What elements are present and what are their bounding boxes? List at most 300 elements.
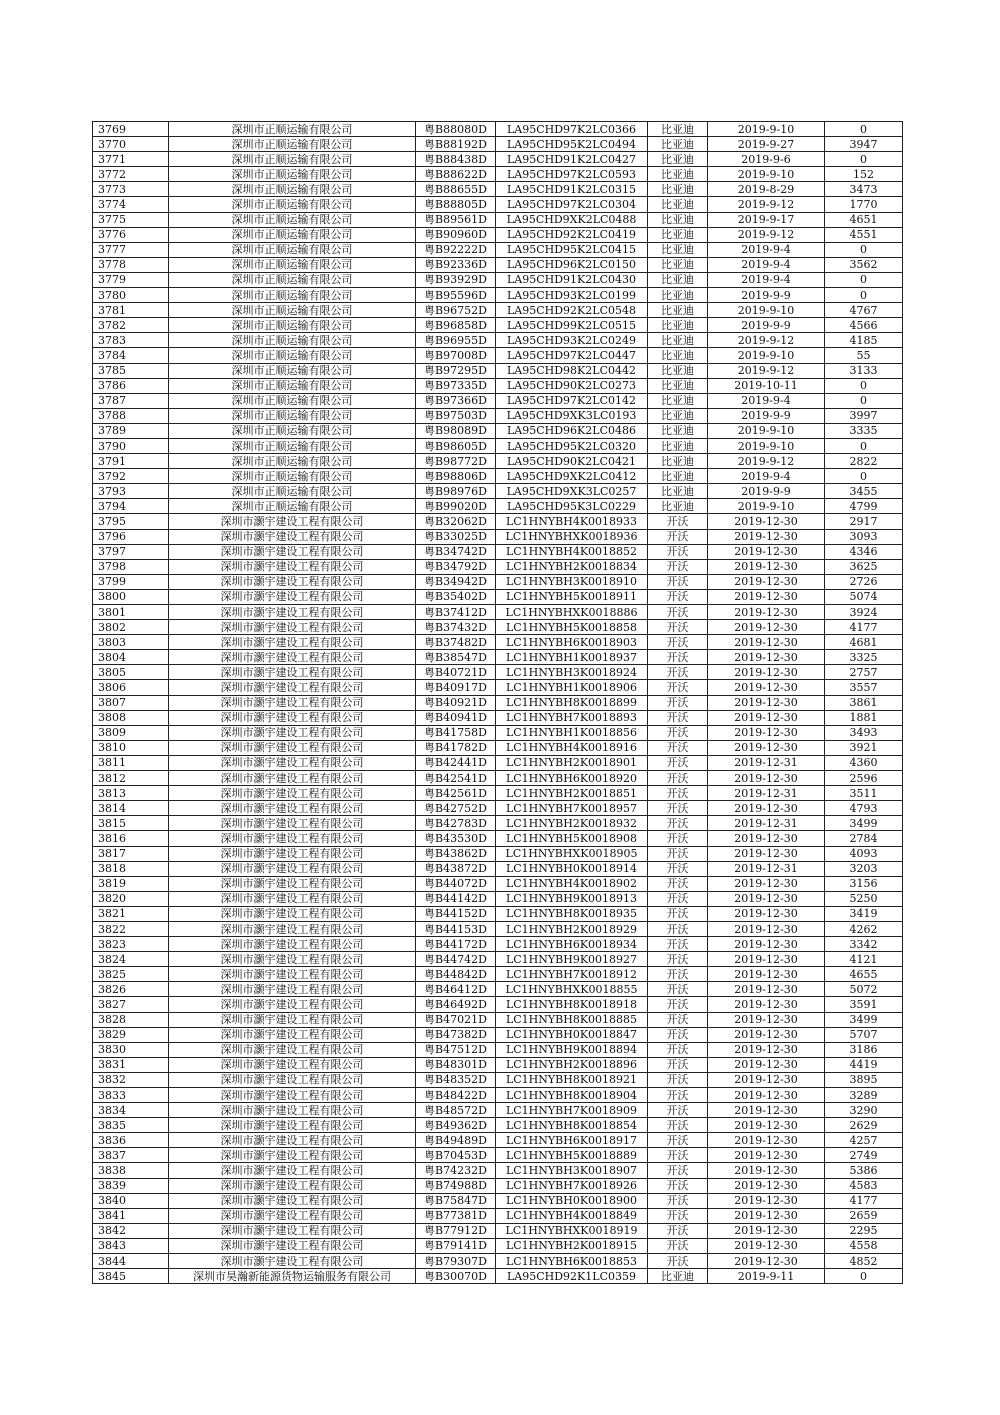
mileage-cell: 0	[825, 272, 903, 287]
plate-number-cell: 粤B98976D	[416, 484, 496, 499]
table-row	[93, 921, 903, 936]
table-row	[93, 318, 903, 333]
company-name-cell: 深圳市灏宇建设工程有限公司	[169, 1223, 416, 1238]
company-name-cell: 深圳市灏宇建设工程有限公司	[169, 1163, 416, 1178]
mileage-cell: 4257	[825, 1133, 903, 1148]
mileage-cell: 4360	[825, 755, 903, 770]
company-name-cell: 深圳市灏宇建设工程有限公司	[169, 816, 416, 831]
row-number-cell: 3782	[93, 318, 169, 333]
mileage-cell: 0	[825, 242, 903, 257]
mileage-cell: 4551	[825, 227, 903, 242]
mileage-cell: 0	[825, 1269, 903, 1284]
table-row	[93, 438, 903, 453]
date-cell: 2019-12-30	[708, 544, 825, 559]
date-cell: 2019-12-30	[708, 1178, 825, 1193]
brand-cell: 开沃	[648, 605, 708, 620]
plate-number-cell: 粤B88622D	[416, 167, 496, 182]
date-cell: 2019-12-30	[708, 1027, 825, 1042]
date-cell: 2019-9-11	[708, 1269, 825, 1284]
brand-cell: 开沃	[648, 1208, 708, 1223]
brand-cell: 开沃	[648, 921, 708, 936]
vin-cell: LA95CHD9XK3LC0257	[496, 484, 648, 499]
vehicle-table	[92, 121, 903, 1284]
brand-cell: 开沃	[648, 650, 708, 665]
company-name-cell: 深圳市正顺运输有限公司	[169, 363, 416, 378]
plate-number-cell: 粤B40921D	[416, 695, 496, 710]
brand-cell: 开沃	[648, 695, 708, 710]
plate-number-cell: 粤B75847D	[416, 1193, 496, 1208]
row-number-cell: 3824	[93, 952, 169, 967]
row-number-cell: 3803	[93, 635, 169, 650]
vin-cell: LC1HNYBH2K0018851	[496, 786, 648, 801]
plate-number-cell: 粤B47512D	[416, 1042, 496, 1057]
date-cell: 2019-12-30	[708, 725, 825, 740]
table-row	[93, 122, 903, 137]
plate-number-cell: 粤B96955D	[416, 333, 496, 348]
plate-number-cell: 粤B38547D	[416, 650, 496, 665]
plate-number-cell: 粤B44153D	[416, 921, 496, 936]
company-name-cell: 深圳市灏宇建设工程有限公司	[169, 1088, 416, 1103]
vin-cell: LC1HNYBH1K0018906	[496, 680, 648, 695]
date-cell: 2019-12-30	[708, 967, 825, 982]
table-row	[93, 544, 903, 559]
company-name-cell: 深圳市灏宇建设工程有限公司	[169, 559, 416, 574]
row-number-cell: 3784	[93, 348, 169, 363]
brand-cell: 比亚迪	[648, 484, 708, 499]
company-name-cell: 深圳市正顺运输有限公司	[169, 333, 416, 348]
plate-number-cell: 粤B44072D	[416, 876, 496, 891]
brand-cell: 开沃	[648, 982, 708, 997]
brand-cell: 开沃	[648, 1193, 708, 1208]
company-name-cell: 深圳市灏宇建设工程有限公司	[169, 695, 416, 710]
plate-number-cell: 粤B95596D	[416, 288, 496, 303]
vin-cell: LC1HNYBH2K0018896	[496, 1057, 648, 1072]
table-row	[93, 952, 903, 967]
brand-cell: 开沃	[648, 1088, 708, 1103]
date-cell: 2019-12-30	[708, 680, 825, 695]
mileage-cell: 3557	[825, 680, 903, 695]
brand-cell: 开沃	[648, 1163, 708, 1178]
mileage-cell: 4419	[825, 1057, 903, 1072]
vin-cell: LC1HNYBHXK0018919	[496, 1223, 648, 1238]
brand-cell: 比亚迪	[648, 272, 708, 287]
vin-cell: LC1HNYBH5K0018858	[496, 620, 648, 635]
row-number-cell: 3785	[93, 363, 169, 378]
company-name-cell: 深圳市正顺运输有限公司	[169, 484, 416, 499]
plate-number-cell: 粤B34742D	[416, 544, 496, 559]
mileage-cell: 4793	[825, 801, 903, 816]
brand-cell: 比亚迪	[648, 212, 708, 227]
brand-cell: 开沃	[648, 952, 708, 967]
mileage-cell: 3156	[825, 876, 903, 891]
mileage-cell: 4852	[825, 1254, 903, 1269]
company-name-cell: 深圳市正顺运输有限公司	[169, 469, 416, 484]
vin-cell: LC1HNYBH0K0018914	[496, 861, 648, 876]
row-number-cell: 3840	[93, 1193, 169, 1208]
vin-cell: LC1HNYBH7K0018893	[496, 710, 648, 725]
plate-number-cell: 粤B44172D	[416, 937, 496, 952]
vin-cell: LA95CHD93K2LC0249	[496, 333, 648, 348]
company-name-cell: 深圳市灏宇建设工程有限公司	[169, 861, 416, 876]
vin-cell: LC1HNYBH9K0018894	[496, 1042, 648, 1057]
brand-cell: 开沃	[648, 846, 708, 861]
vin-cell: LC1HNYBHXK0018855	[496, 982, 648, 997]
plate-number-cell: 粤B47021D	[416, 1012, 496, 1027]
vin-cell: LA95CHD95K3LC0229	[496, 499, 648, 514]
plate-number-cell: 粤B98806D	[416, 469, 496, 484]
table-row	[93, 393, 903, 408]
vin-cell: LA95CHD92K1LC0359	[496, 1269, 648, 1284]
vin-cell: LC1HNYBH5K0018889	[496, 1148, 648, 1163]
company-name-cell: 深圳市灏宇建设工程有限公司	[169, 710, 416, 725]
brand-cell: 开沃	[648, 1012, 708, 1027]
date-cell: 2019-12-30	[708, 1088, 825, 1103]
company-name-cell: 深圳市正顺运输有限公司	[169, 454, 416, 469]
brand-cell: 比亚迪	[648, 348, 708, 363]
vin-cell: LC1HNYBH7K0018926	[496, 1178, 648, 1193]
mileage-cell: 3093	[825, 529, 903, 544]
row-number-cell: 3796	[93, 529, 169, 544]
plate-number-cell: 粤B77381D	[416, 1208, 496, 1223]
table-row	[93, 197, 903, 212]
table-row	[93, 272, 903, 287]
plate-number-cell: 粤B88655D	[416, 182, 496, 197]
table-row	[93, 257, 903, 272]
company-name-cell: 深圳市灏宇建设工程有限公司	[169, 876, 416, 891]
date-cell: 2019-9-4	[708, 393, 825, 408]
vin-cell: LA95CHD9XK2LC0488	[496, 212, 648, 227]
vin-cell: LA95CHD97K2LC0366	[496, 122, 648, 137]
plate-number-cell: 粤B42752D	[416, 801, 496, 816]
row-number-cell: 3791	[93, 454, 169, 469]
table-row	[93, 499, 903, 514]
row-number-cell: 3802	[93, 620, 169, 635]
vin-cell: LC1HNYBH2K0018901	[496, 755, 648, 770]
date-cell: 2019-12-30	[708, 771, 825, 786]
brand-cell: 比亚迪	[648, 333, 708, 348]
date-cell: 2019-12-30	[708, 635, 825, 650]
company-name-cell: 深圳市正顺运输有限公司	[169, 499, 416, 514]
table-row	[93, 740, 903, 755]
brand-cell: 开沃	[648, 725, 708, 740]
vin-cell: LC1HNYBH4K0018902	[496, 876, 648, 891]
table-row	[93, 574, 903, 589]
vin-cell: LC1HNYBH7K0018912	[496, 967, 648, 982]
table-row	[93, 635, 903, 650]
plate-number-cell: 粤B70453D	[416, 1148, 496, 1163]
row-number-cell: 3804	[93, 650, 169, 665]
table-row	[93, 469, 903, 484]
plate-number-cell: 粤B88805D	[416, 197, 496, 212]
brand-cell: 比亚迪	[648, 378, 708, 393]
date-cell: 2019-9-10	[708, 303, 825, 318]
row-number-cell: 3793	[93, 484, 169, 499]
date-cell: 2019-12-30	[708, 1103, 825, 1118]
company-name-cell: 深圳市灏宇建设工程有限公司	[169, 1057, 416, 1072]
company-name-cell: 深圳市昊瀚新能源货物运输服务有限公司	[169, 1269, 416, 1284]
row-number-cell: 3821	[93, 906, 169, 921]
mileage-cell: 4651	[825, 212, 903, 227]
row-number-cell: 3797	[93, 544, 169, 559]
date-cell: 2019-9-10	[708, 167, 825, 182]
company-name-cell: 深圳市灏宇建设工程有限公司	[169, 846, 416, 861]
mileage-cell: 3625	[825, 559, 903, 574]
company-name-cell: 深圳市灏宇建设工程有限公司	[169, 1148, 416, 1163]
table-row	[93, 152, 903, 167]
company-name-cell: 深圳市灏宇建设工程有限公司	[169, 755, 416, 770]
row-number-cell: 3832	[93, 1072, 169, 1087]
mileage-cell: 3289	[825, 1088, 903, 1103]
company-name-cell: 深圳市灏宇建设工程有限公司	[169, 1072, 416, 1087]
brand-cell: 开沃	[648, 1238, 708, 1253]
company-name-cell: 深圳市正顺运输有限公司	[169, 182, 416, 197]
date-cell: 2019-12-30	[708, 574, 825, 589]
date-cell: 2019-9-9	[708, 484, 825, 499]
plate-number-cell: 粤B48352D	[416, 1072, 496, 1087]
brand-cell: 比亚迪	[648, 469, 708, 484]
company-name-cell: 深圳市灏宇建设工程有限公司	[169, 1042, 416, 1057]
date-cell: 2019-12-30	[708, 1012, 825, 1027]
row-number-cell: 3800	[93, 589, 169, 604]
company-name-cell: 深圳市灏宇建设工程有限公司	[169, 725, 416, 740]
vin-cell: LA95CHD9XK3LC0193	[496, 408, 648, 423]
vin-cell: LA95CHD90K2LC0421	[496, 454, 648, 469]
mileage-cell: 4566	[825, 318, 903, 333]
date-cell: 2019-12-30	[708, 1042, 825, 1057]
vin-cell: LC1HNYBH6K0018903	[496, 635, 648, 650]
company-name-cell: 深圳市灏宇建设工程有限公司	[169, 1103, 416, 1118]
table-row	[93, 680, 903, 695]
date-cell: 2019-12-30	[708, 891, 825, 906]
row-number-cell: 3835	[93, 1118, 169, 1133]
company-name-cell: 深圳市正顺运输有限公司	[169, 257, 416, 272]
plate-number-cell: 粤B98089D	[416, 423, 496, 438]
plate-number-cell: 粤B88438D	[416, 152, 496, 167]
brand-cell: 开沃	[648, 559, 708, 574]
table-row	[93, 454, 903, 469]
company-name-cell: 深圳市正顺运输有限公司	[169, 303, 416, 318]
row-number-cell: 3817	[93, 846, 169, 861]
vin-cell: LA95CHD97K2LC0304	[496, 197, 648, 212]
table-row	[93, 1103, 903, 1118]
mileage-cell: 3203	[825, 861, 903, 876]
table-row	[93, 1269, 903, 1284]
plate-number-cell: 粤B49362D	[416, 1118, 496, 1133]
plate-number-cell: 粤B43872D	[416, 861, 496, 876]
vin-cell: LC1HNYBH3K0018910	[496, 574, 648, 589]
brand-cell: 开沃	[648, 1027, 708, 1042]
brand-cell: 比亚迪	[648, 242, 708, 257]
vin-cell: LA95CHD90K2LC0273	[496, 378, 648, 393]
company-name-cell: 深圳市正顺运输有限公司	[169, 122, 416, 137]
company-name-cell: 深圳市正顺运输有限公司	[169, 152, 416, 167]
brand-cell: 开沃	[648, 544, 708, 559]
brand-cell: 开沃	[648, 1057, 708, 1072]
date-cell: 2019-12-30	[708, 1148, 825, 1163]
table-row	[93, 1148, 903, 1163]
company-name-cell: 深圳市灏宇建设工程有限公司	[169, 786, 416, 801]
brand-cell: 开沃	[648, 1254, 708, 1269]
date-cell: 2019-12-30	[708, 665, 825, 680]
brand-cell: 比亚迪	[648, 454, 708, 469]
table-row	[93, 514, 903, 529]
plate-number-cell: 粤B40941D	[416, 710, 496, 725]
row-number-cell: 3813	[93, 786, 169, 801]
table-row	[93, 167, 903, 182]
date-cell: 2019-9-9	[708, 288, 825, 303]
mileage-cell: 1770	[825, 197, 903, 212]
company-name-cell: 深圳市灏宇建设工程有限公司	[169, 1178, 416, 1193]
mileage-cell: 3499	[825, 1012, 903, 1027]
mileage-cell: 4121	[825, 952, 903, 967]
plate-number-cell: 粤B44742D	[416, 952, 496, 967]
row-number-cell: 3799	[93, 574, 169, 589]
plate-number-cell: 粤B42783D	[416, 816, 496, 831]
brand-cell: 比亚迪	[648, 197, 708, 212]
row-number-cell: 3829	[93, 1027, 169, 1042]
table-row	[93, 1254, 903, 1269]
mileage-cell: 5072	[825, 982, 903, 997]
company-name-cell: 深圳市灏宇建设工程有限公司	[169, 771, 416, 786]
table-row	[93, 423, 903, 438]
table-row	[93, 710, 903, 725]
table-row	[93, 771, 903, 786]
brand-cell: 比亚迪	[648, 363, 708, 378]
vin-cell: LC1HNYBH8K0018854	[496, 1118, 648, 1133]
table-row	[93, 1163, 903, 1178]
table-row	[93, 665, 903, 680]
row-number-cell: 3830	[93, 1042, 169, 1057]
table-row	[93, 755, 903, 770]
plate-number-cell: 粤B97008D	[416, 348, 496, 363]
vin-cell: LC1HNYBH8K0018921	[496, 1072, 648, 1087]
date-cell: 2019-12-30	[708, 529, 825, 544]
row-number-cell: 3812	[93, 771, 169, 786]
date-cell: 2019-12-30	[708, 710, 825, 725]
company-name-cell: 深圳市灏宇建设工程有限公司	[169, 906, 416, 921]
company-name-cell: 深圳市灏宇建设工程有限公司	[169, 544, 416, 559]
date-cell: 2019-12-30	[708, 1057, 825, 1072]
brand-cell: 比亚迪	[648, 182, 708, 197]
date-cell: 2019-12-31	[708, 786, 825, 801]
company-name-cell: 深圳市正顺运输有限公司	[169, 137, 416, 152]
mileage-cell: 2629	[825, 1118, 903, 1133]
date-cell: 2019-12-30	[708, 876, 825, 891]
date-cell: 2019-9-12	[708, 197, 825, 212]
plate-number-cell: 粤B90960D	[416, 227, 496, 242]
vin-cell: LA95CHD92K2LC0548	[496, 303, 648, 318]
row-number-cell: 3837	[93, 1148, 169, 1163]
table-row	[93, 1088, 903, 1103]
date-cell: 2019-9-10	[708, 348, 825, 363]
table-row	[93, 378, 903, 393]
mileage-cell: 5707	[825, 1027, 903, 1042]
brand-cell: 比亚迪	[648, 318, 708, 333]
company-name-cell: 深圳市正顺运输有限公司	[169, 438, 416, 453]
vin-cell: LC1HNYBHXK0018936	[496, 529, 648, 544]
mileage-cell: 3133	[825, 363, 903, 378]
brand-cell: 比亚迪	[648, 423, 708, 438]
brand-cell: 开沃	[648, 620, 708, 635]
row-number-cell: 3816	[93, 831, 169, 846]
vin-cell: LC1HNYBH4K0018916	[496, 740, 648, 755]
table-row	[93, 650, 903, 665]
vin-cell: LC1HNYBH4K0018852	[496, 544, 648, 559]
vin-cell: LA95CHD9XK2LC0412	[496, 469, 648, 484]
plate-number-cell: 粤B48422D	[416, 1088, 496, 1103]
vin-cell: LC1HNYBH6K0018920	[496, 771, 648, 786]
row-number-cell: 3778	[93, 257, 169, 272]
date-cell: 2019-12-30	[708, 906, 825, 921]
company-name-cell: 深圳市灏宇建设工程有限公司	[169, 1027, 416, 1042]
row-number-cell: 3806	[93, 680, 169, 695]
company-name-cell: 深圳市灏宇建设工程有限公司	[169, 1208, 416, 1223]
table-row	[93, 997, 903, 1012]
plate-number-cell: 粤B49489D	[416, 1133, 496, 1148]
mileage-cell: 2749	[825, 1148, 903, 1163]
mileage-cell: 0	[825, 393, 903, 408]
date-cell: 2019-12-30	[708, 952, 825, 967]
plate-number-cell: 粤B37412D	[416, 605, 496, 620]
row-number-cell: 3798	[93, 559, 169, 574]
brand-cell: 开沃	[648, 665, 708, 680]
row-number-cell: 3841	[93, 1208, 169, 1223]
row-number-cell: 3787	[93, 393, 169, 408]
company-name-cell: 深圳市灏宇建设工程有限公司	[169, 514, 416, 529]
plate-number-cell: 粤B42541D	[416, 771, 496, 786]
brand-cell: 开沃	[648, 891, 708, 906]
vin-cell: LC1HNYBH0K0018847	[496, 1027, 648, 1042]
table-row	[93, 1042, 903, 1057]
mileage-cell: 3342	[825, 937, 903, 952]
date-cell: 2019-10-11	[708, 378, 825, 393]
mileage-cell: 0	[825, 288, 903, 303]
mileage-cell: 5386	[825, 1163, 903, 1178]
brand-cell: 比亚迪	[648, 393, 708, 408]
plate-number-cell: 粤B88192D	[416, 137, 496, 152]
row-number-cell: 3808	[93, 710, 169, 725]
company-name-cell: 深圳市灏宇建设工程有限公司	[169, 680, 416, 695]
row-number-cell: 3788	[93, 408, 169, 423]
plate-number-cell: 粤B99020D	[416, 499, 496, 514]
brand-cell: 开沃	[648, 589, 708, 604]
vin-cell: LC1HNYBH2K0018929	[496, 921, 648, 936]
plate-number-cell: 粤B48301D	[416, 1057, 496, 1072]
table-row	[93, 725, 903, 740]
mileage-cell: 3997	[825, 408, 903, 423]
date-cell: 2019-9-17	[708, 212, 825, 227]
row-number-cell: 3792	[93, 469, 169, 484]
company-name-cell: 深圳市灏宇建设工程有限公司	[169, 1193, 416, 1208]
mileage-cell: 2822	[825, 454, 903, 469]
vin-cell: LC1HNYBHXK0018886	[496, 605, 648, 620]
mileage-cell: 152	[825, 167, 903, 182]
brand-cell: 比亚迪	[648, 152, 708, 167]
vin-cell: LC1HNYBH0K0018900	[496, 1193, 648, 1208]
table-row	[93, 967, 903, 982]
row-number-cell: 3773	[93, 182, 169, 197]
mileage-cell: 0	[825, 152, 903, 167]
company-name-cell: 深圳市正顺运输有限公司	[169, 378, 416, 393]
date-cell: 2019-9-4	[708, 242, 825, 257]
plate-number-cell: 粤B79307D	[416, 1254, 496, 1269]
company-name-cell: 深圳市正顺运输有限公司	[169, 242, 416, 257]
date-cell: 2019-9-9	[708, 318, 825, 333]
company-name-cell: 深圳市正顺运输有限公司	[169, 408, 416, 423]
row-number-cell: 3770	[93, 137, 169, 152]
plate-number-cell: 粤B44142D	[416, 891, 496, 906]
vin-cell: LC1HNYBH8K0018935	[496, 906, 648, 921]
